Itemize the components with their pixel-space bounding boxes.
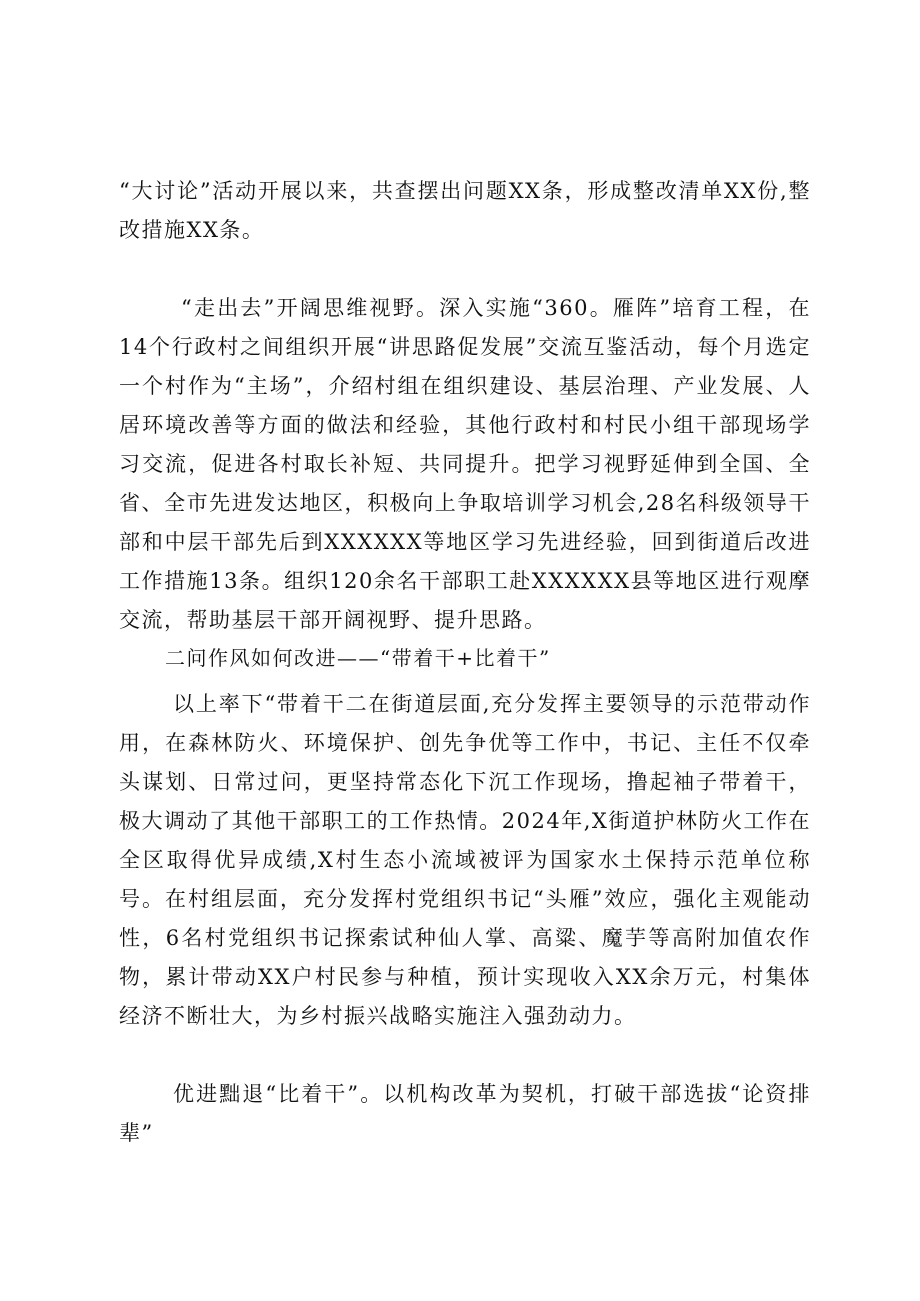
section-heading: 二问作风如何改进——“带着干+比着干”: [165, 646, 551, 670]
paragraph-summary: “大讨论”活动开展以来，共查摆出问题XX条，形成整改清单XX份,整改措施XX条。: [119, 179, 811, 242]
paragraph-go-out: “走出去”开阔思维视野。深入实施“360。雁阵”培育工程，在14个行政村之间组织开展“讲思路促发展”交流互鉴活动，每个月选定一个村作为“主场”，介绍村组在组织建设、基层治理、产业发展、人居环境改善等方面的做法和经验，其他行政村和村民小组干部现场学习交流，促进各村取长补短、共同提升。把学习视野延伸到全国、全省、全市先进发达地区，积极向上争取培训学习机会,28名科级领导干部和中层干部先后到XXXXXX等地区学习先进经验，回到街道后改进工作措施13条。组织120余名干部职工赴XXXXXX县等地区进行观摩交流，帮助基层干部开阔视野、提升思路。: [119, 296, 811, 632]
paragraph-lead-by-example: 以上率下“带着干二在街道层面,充分发挥主要领导的示范带动作用，在森林防火、环境保护、创先争优等工作中，书记、主任不仅牵头谋划、日常过问，更坚持常态化下沉工作现场，撸起袖子带着干，极大调动了其他干部职工的工作热情。2024年,X街道护林防火工作在全区取得优异成绩,X村生态小流域被评为国家水土保持示范单位称号。在村组层面，充分发挥村党组织书记“头雁”效应，强化主观能动性，6名村党组织书记探索试种仙人掌、高粱、魔芋等高附加值农作物，累计带动XX户村民参与种植，预计实现收入XX余万元，村集体经济不断壮大，为乡村振兴战略实施注入强劲动力。: [119, 692, 811, 1028]
paragraph-compete: 优进黜退“比着干”。以机构改革为契机，打破干部选拔“论资排辈”: [119, 1082, 811, 1145]
